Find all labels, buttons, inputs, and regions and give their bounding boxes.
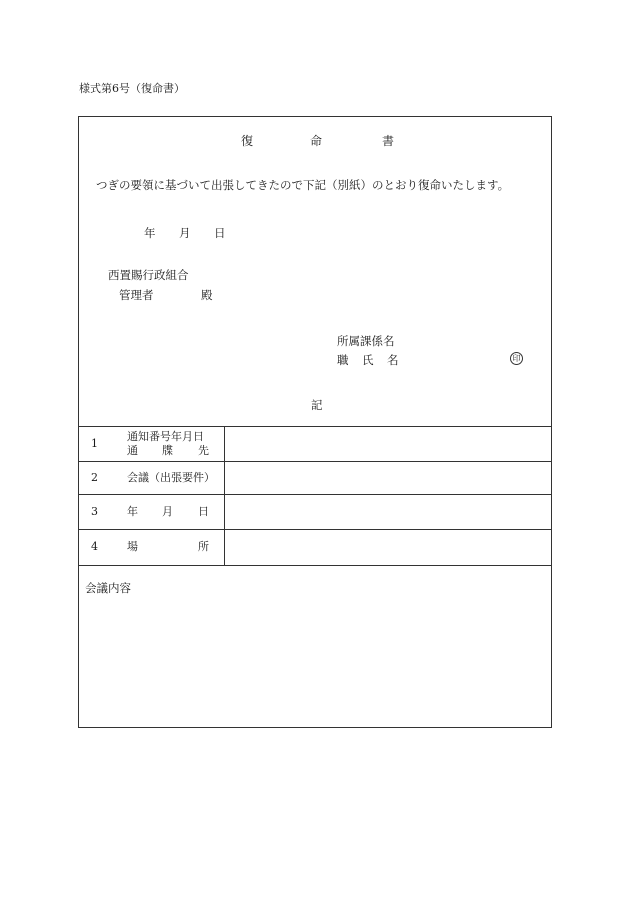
meeting-content-label: 会議内容 [85, 581, 131, 595]
title-char-2: 命 [310, 134, 323, 148]
row-number: 3 [91, 505, 98, 518]
intro-text: つぎの要領に基づいて出張してきたので下記（別紙）のとおり復命いたします。 [96, 178, 510, 192]
row-number: 4 [91, 540, 98, 553]
row-label-meeting: 会議（出張要件） [127, 471, 215, 484]
report-form [78, 116, 552, 728]
meeting-content-area[interactable] [85, 601, 545, 721]
row-label-recipient-char-1: 通 [127, 444, 138, 457]
affiliation-label: 所属課係名 [337, 334, 395, 348]
row-label-notice-date: 通知番号年月日 [127, 430, 204, 443]
name-label [337, 355, 399, 367]
row-divider [79, 565, 551, 566]
row-label-month: 月 [162, 505, 173, 518]
row-number: 2 [91, 471, 98, 484]
addressee-organization: 西置賜行政組合 [108, 268, 189, 282]
row-label-recipient-char-2: 牒 [162, 444, 173, 457]
date-month: 月 [179, 226, 191, 240]
date-day: 日 [214, 226, 226, 240]
row-label-place-char-2: 所 [198, 540, 209, 553]
row-number: 1 [91, 437, 98, 450]
ki-heading: 記 [311, 398, 323, 412]
row-divider [79, 494, 551, 495]
form-number-label: 様式第6号（復命書） [79, 82, 185, 95]
seal-mark: 印 [510, 352, 523, 365]
name-label-char-1: 職 [337, 353, 349, 367]
addressee-title: 管理者 [119, 288, 154, 302]
row-divider [79, 461, 551, 462]
date-year: 年 [144, 226, 156, 240]
column-divider [224, 427, 225, 566]
row-label-year: 年 [127, 505, 138, 518]
title-char-1: 復 [241, 134, 254, 148]
table-top-border [79, 426, 551, 427]
row-label-day: 日 [198, 505, 209, 518]
row-label-recipient-char-3: 先 [198, 444, 209, 457]
row-label-place-char-1: 場 [127, 540, 138, 553]
name-label-char-3: 名 [387, 353, 399, 367]
row-divider [79, 529, 551, 530]
title-char-3: 書 [382, 134, 395, 148]
name-label-char-2: 氏 [362, 353, 374, 367]
addressee-honorific: 殿 [201, 288, 213, 302]
